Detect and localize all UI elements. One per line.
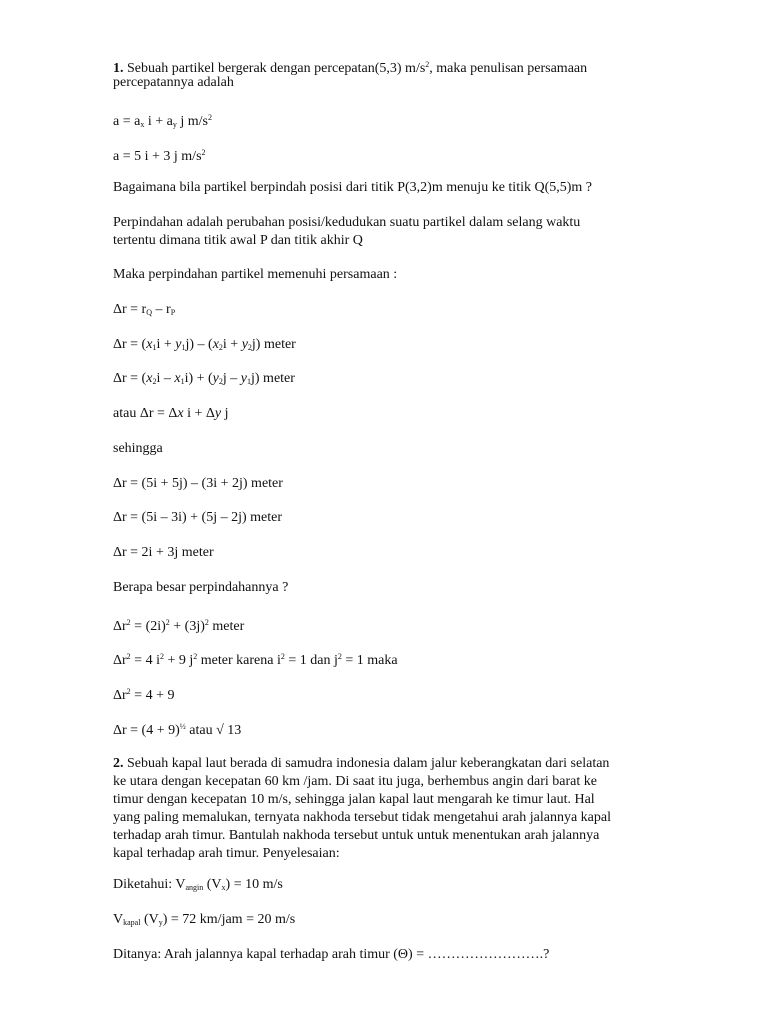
eq-xy2-a: Δr = (	[113, 371, 147, 386]
eq-xy2	[113, 370, 295, 391]
eq-xy1-c: j) – (	[185, 337, 213, 352]
vkapal-b: (V	[140, 912, 159, 927]
eq-xy1-y2: y	[241, 337, 248, 352]
eq-xy2-s1: 2	[152, 377, 157, 386]
eq-sq1-a: Δr	[113, 619, 127, 634]
accel-general-unit: j m/s	[176, 114, 208, 129]
sehingga: sehingga	[113, 441, 163, 456]
eq-xy2-c: i) + (	[184, 371, 213, 386]
eq-r-sub-q: Q	[146, 308, 153, 317]
eq-atau-c: j	[221, 406, 229, 421]
eq-sq1-s2: 2	[165, 618, 170, 627]
eq-num3: Δr = 2i + 3j meter	[113, 545, 214, 560]
eq-xy1-x1: x	[146, 337, 153, 352]
eq-sq2-a: Δr	[113, 653, 127, 668]
eq-xy2-s2: 1	[180, 377, 185, 386]
diketahui-b: (V	[203, 877, 222, 892]
q1-definition-line-1: Perpindahan adalah perubahan posisi/kedudukan suatu partikel dalam selang waktu	[113, 215, 581, 230]
q1-accel-general	[113, 109, 212, 134]
q1-number: 1.	[113, 61, 124, 76]
eq-sq3-b: = 4 + 9	[130, 688, 175, 703]
eq-sq2	[113, 648, 398, 670]
eq-sq2-s2: 2	[159, 652, 164, 661]
eq-xy2-s4: 1	[247, 377, 251, 386]
eq-xy1-s1: 1	[152, 343, 157, 352]
q1-intro-line-2: percepatannya adalah	[113, 75, 234, 90]
eq-xy2-d: j –	[222, 371, 241, 386]
eq-final-a: Δr = (4 + 9)	[113, 723, 180, 738]
q1-definition-line-2: tertentu dimana titik awal P dan titik akhir Q	[113, 233, 363, 248]
q2-para-line-3: timur dengan kecepatan 10 m/s, sehingga jalan kapal laut mengarah ke timur laut. Hal	[113, 792, 595, 807]
eq-sq3	[113, 683, 174, 705]
eq-sq2-s5: 2	[337, 652, 342, 661]
eq-r-sub-p: P	[170, 308, 176, 317]
eq-sq2-d: meter karena i	[197, 653, 281, 668]
eq-xy1-e: j) meter	[251, 337, 296, 352]
accel-value-text: a = 5 i + 3 j m/s	[113, 149, 202, 164]
eq-xy2-s3: 2	[218, 377, 223, 386]
eq-sq1	[113, 614, 244, 636]
diketahui-c: ) = 10 m/s	[225, 877, 283, 892]
vkapal-sub-kapal: kapal	[123, 918, 141, 927]
q2-vkapal	[113, 911, 295, 932]
eq-num1: Δr = (5i + 5j) – (3i + 2j) meter	[113, 476, 283, 491]
accel-general-sup: 2	[207, 113, 212, 122]
eq-atau-x: x	[177, 406, 184, 421]
eq-sq2-s1: 2	[126, 652, 131, 661]
eq-r-a: Δr = r	[113, 302, 147, 317]
vkapal-a: V	[113, 912, 124, 927]
q1-accel-value	[113, 144, 206, 166]
eq-final-b: atau √ 13	[185, 723, 242, 738]
accel-general-sub-x: x	[140, 120, 145, 129]
q2-para-text-1: Sebuah kapal laut berada di samudra indonesia dalam jalur keberangkatan dari selatan	[123, 756, 610, 771]
eq-sq3-s1: 2	[126, 687, 131, 696]
eq-xy1-y1: y	[175, 337, 182, 352]
eq-xy1-a: Δr = (	[113, 337, 147, 352]
q1-intro-text-a: Sebuah partikel bergerak dengan percepatan(5,3) m/s	[123, 61, 426, 76]
eq-sq2-b: = 4 i	[130, 653, 160, 668]
eq-xy2-x1: x	[146, 371, 153, 386]
eq-xy1	[113, 336, 296, 357]
eq-sq1-s3: 2	[204, 618, 209, 627]
q1-maka: Maka perpindahan partikel memenuhi persamaan :	[113, 267, 398, 282]
eq-xy2-e: j) meter	[251, 371, 295, 386]
eq-atau-y: y	[214, 406, 222, 421]
eq-sq1-b: = (2i)	[130, 619, 166, 634]
q2-para-line-6: kapal terhadap arah timur. Penyelesaian:	[113, 846, 340, 861]
eq-xy1-x2: x	[212, 337, 219, 352]
q2-para-line-4: yang paling memalukan, ternyata nakhoda tersebut tidak mengetahui arah jalannya kapal	[113, 810, 611, 825]
q2-para-line-1	[113, 755, 609, 773]
q2-para-line-5: terhadap arah timur. Bantulah nakhoda tersebut untuk untuk menentukan arah jalannya	[113, 828, 600, 843]
vkapal-sub-y: y	[158, 918, 163, 927]
accel-general-mid: i + a	[144, 114, 173, 129]
eq-xy2-y2: y	[240, 371, 247, 386]
besar-question: Berapa besar perpindahannya ?	[113, 580, 289, 595]
q1-question: Bagaimana bila partikel berpindah posisi dari titik P(3,2)m menuju ke titik Q(5,5)m ?	[113, 180, 593, 195]
q1-intro-text-b: , maka penulisan persamaan	[429, 61, 588, 76]
q1-intro-sup: 2	[425, 60, 430, 69]
diketahui-sub-angin: angin	[185, 883, 204, 892]
eq-xy2-b: i –	[156, 371, 175, 386]
eq-sq2-c: + 9 j	[163, 653, 194, 668]
accel-general-sub-y: y	[172, 120, 177, 129]
diketahui-sub-x: x	[221, 883, 226, 892]
eq-num2: Δr = (5i – 3i) + (5j – 2j) meter	[113, 510, 283, 525]
eq-sq3-a: Δr	[113, 688, 127, 703]
eq-sq2-s4: 2	[280, 652, 285, 661]
eq-r-b: – r	[152, 302, 171, 317]
diketahui-a: Diketahui: V	[113, 877, 186, 892]
eq-atau-b: i + Δ	[183, 406, 215, 421]
vkapal-c: ) = 72 km/jam = 20 m/s	[162, 912, 296, 927]
eq-xy1-s4: 2	[247, 343, 252, 352]
eq-xy2-x2: x	[174, 371, 181, 386]
accel-general-a: a = a	[113, 114, 141, 129]
eq-final	[113, 718, 241, 740]
eq-sq2-f: = 1 maka	[341, 653, 398, 668]
eq-xy1-s2: 1	[181, 343, 186, 352]
eq-atau	[113, 405, 229, 423]
q2-para-line-2: ke utara dengan kecepatan 60 km /jam. Di saat itu juga, berhembus angin dari barat ke	[113, 774, 597, 789]
q2-ditanya: Ditanya: Arah jalannya kapal terhadap arah timur (Θ) = …………………….?	[113, 947, 550, 962]
eq-xy2-y1: y	[212, 371, 219, 386]
eq-atau-a: atau Δr = Δ	[113, 406, 178, 421]
eq-sq1-s1: 2	[126, 618, 131, 627]
eq-sq2-s3: 2	[193, 652, 198, 661]
eq-r	[113, 301, 175, 322]
q2-number: 2.	[113, 756, 124, 771]
eq-xy1-b: i +	[156, 337, 176, 352]
eq-xy1-d: i +	[222, 337, 242, 352]
accel-value-sup: 2	[201, 148, 206, 157]
eq-final-half: ½	[179, 722, 186, 731]
eq-sq1-c: + (3j)	[169, 619, 205, 634]
eq-sq1-d: meter	[208, 619, 245, 634]
eq-sq2-e: = 1 dan j	[284, 653, 338, 668]
q2-diketahui	[113, 876, 283, 897]
eq-xy1-s3: 2	[218, 343, 223, 352]
